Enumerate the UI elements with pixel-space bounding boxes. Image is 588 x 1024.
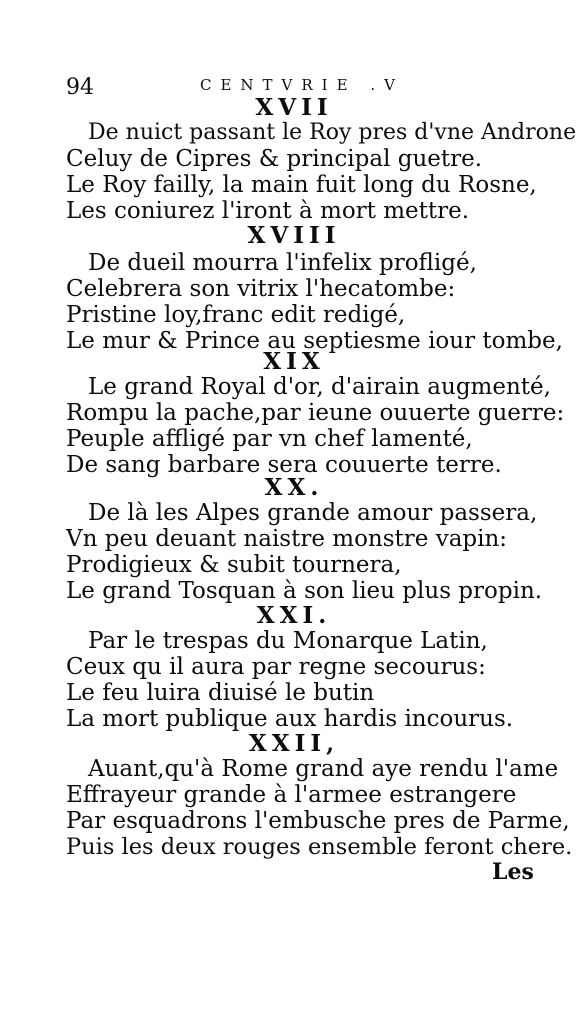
- verse-line: De nuict passant le Roy pres d'vne Androne: [88, 120, 577, 145]
- verse-line: Celebrera son vitrix l'hecatombe:: [66, 276, 456, 302]
- verse-line: Prodigieux & subit tournera,: [66, 552, 402, 578]
- verse-line: Le mur & Prince au septiesme iour tombe,: [66, 328, 563, 354]
- verse-line: De dueil mourra l'infelix profligé,: [88, 250, 477, 276]
- verse-line: Celuy de Cipres & principal guetre.: [66, 146, 483, 172]
- verse-line: Peuple affligé par vn chef lamenté,: [66, 426, 473, 452]
- verse-line: Les coniurez l'iront à mort mettre.: [66, 198, 470, 224]
- verse-line: Par le trespas du Monarque Latin,: [88, 628, 488, 654]
- verse-line: De là les Alpes grande amour passera,: [88, 500, 538, 526]
- page-number: 94: [66, 75, 94, 100]
- catchword: Les: [492, 859, 534, 885]
- quatrain-number: XX.: [264, 474, 324, 501]
- verse-line: La mort publique aux hardis incourus.: [66, 706, 514, 732]
- verse-line: Rompu la pache,par ieune ouuerte guerre:: [66, 400, 565, 426]
- verse-line: Pristine loy,franc edit redigé,: [66, 302, 406, 328]
- quatrain-number: XIX: [263, 348, 325, 375]
- quatrain-number: XVIII: [247, 222, 341, 249]
- verse-line: Auant,qu'à Rome grand aye rendu l'ame: [88, 756, 559, 782]
- verse-line: Le grand Royal d'or, d'airain augmenté,: [88, 374, 551, 400]
- verse-line: Vn peu deuant naistre monstre vapin:: [66, 526, 508, 552]
- verse-line: Effrayeur grande à l'armee estrangere: [66, 782, 517, 808]
- verse-line: Le feu luira diuisé le butin: [66, 680, 375, 706]
- quatrain-number: XXI.: [256, 602, 332, 629]
- verse-line: Le grand Tosquan à son lieu plus propin.: [66, 578, 543, 604]
- verse-line: Ceux qu il aura par regne secourus:: [66, 654, 486, 680]
- verse-line: Par esquadrons l'embusche pres de Parme,: [66, 808, 570, 834]
- verse-line: Puis les deux rouges ensemble feront chere.: [66, 834, 573, 860]
- running-head: CENTVRIE .V: [200, 76, 404, 94]
- verse-line: De sang barbare sera couuerte terre.: [66, 452, 502, 478]
- verse-line: Le Roy failly, la main fuit long du Rosne,: [66, 172, 537, 198]
- quatrain-number: XXII,: [248, 730, 340, 757]
- quatrain-number: XVII: [255, 94, 333, 121]
